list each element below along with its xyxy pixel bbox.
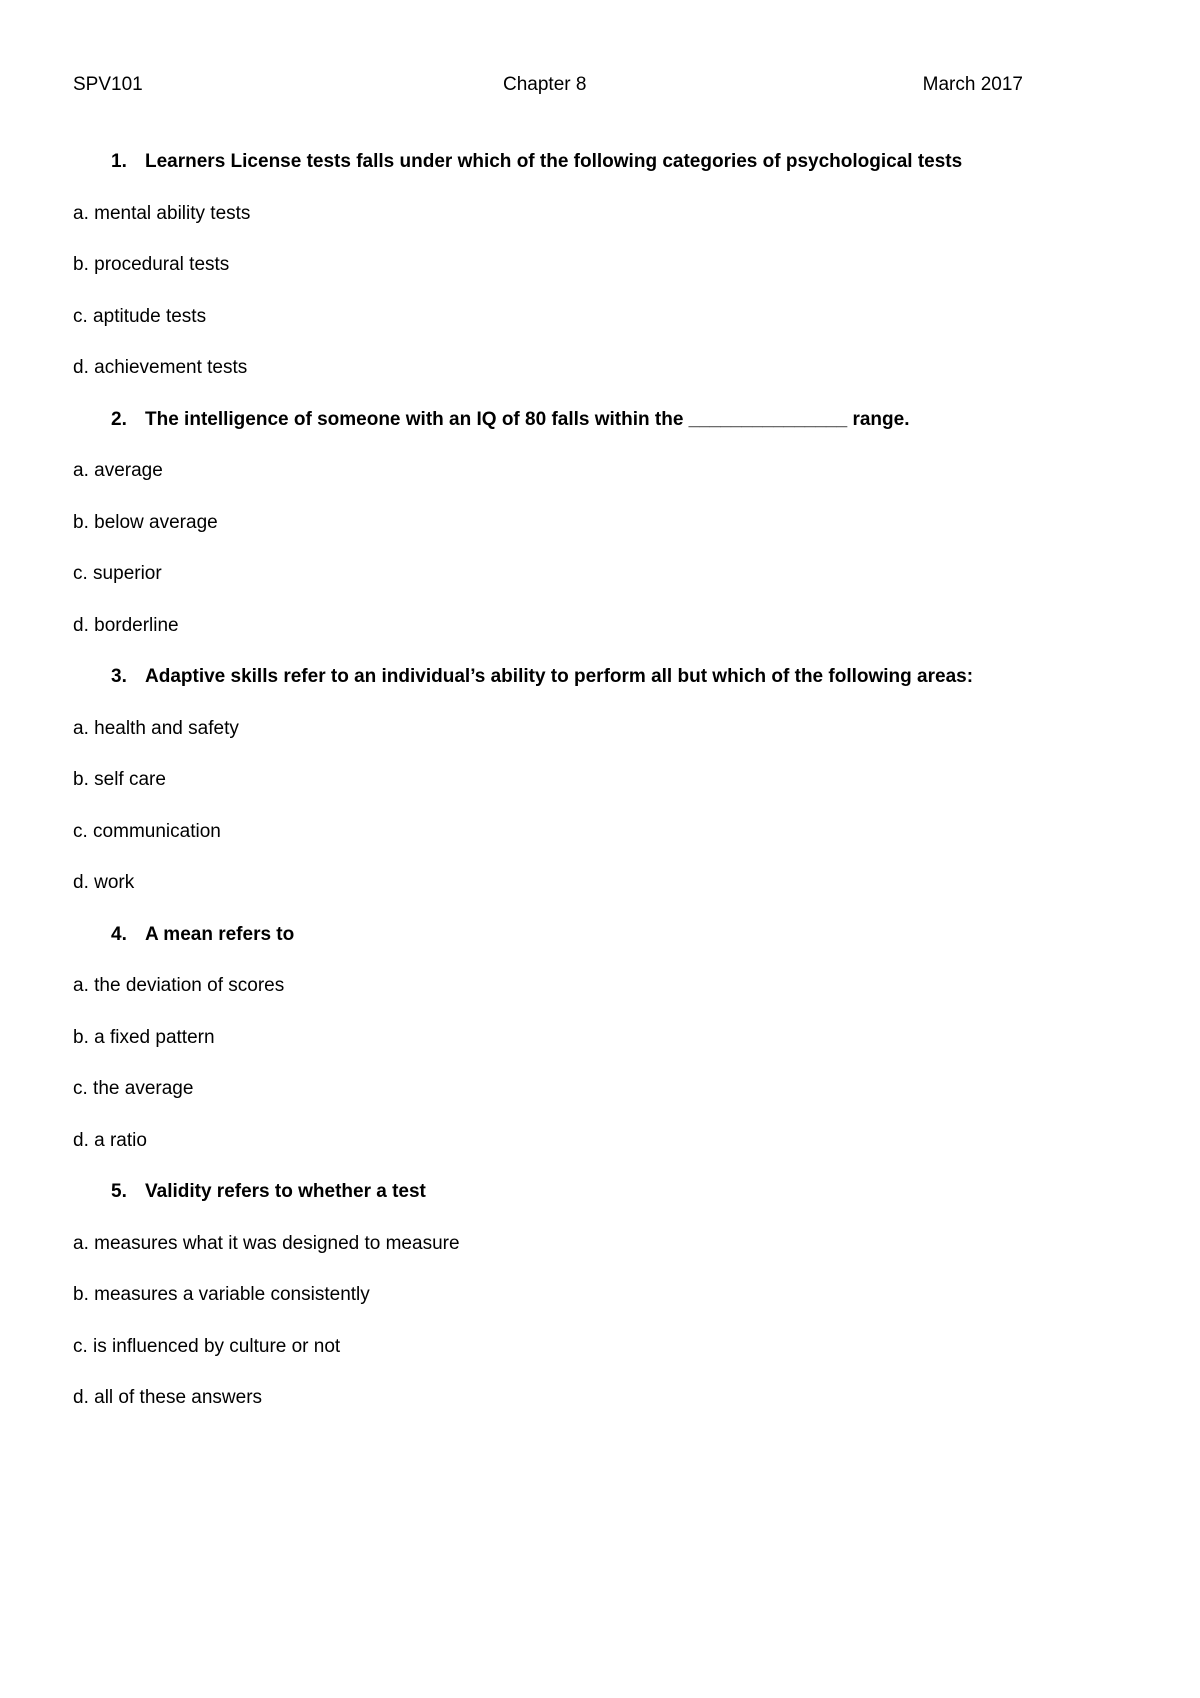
question-text: A mean refers to: [145, 923, 295, 945]
question-text: Validity refers to whether a test: [145, 1181, 426, 1202]
answer-option: a. health and safety: [73, 717, 239, 739]
answer-option: d. all of these answers: [73, 1387, 263, 1408]
answer-option: b. procedural tests: [73, 254, 230, 275]
question-1: [73, 151, 1133, 203]
answer-option: b. measures a variable consistently: [73, 1284, 370, 1305]
answer-option: d. borderline: [73, 614, 179, 636]
question-2: [73, 409, 1133, 461]
course-code: SPV101: [73, 74, 143, 95]
question-3: [73, 666, 1133, 718]
question-number: 4.: [111, 923, 127, 945]
answer-option: a. the deviation of scores: [73, 975, 285, 996]
answer-option: c. the average: [73, 1078, 194, 1099]
question-number: 3.: [111, 666, 127, 687]
question-text: Learners License tests falls under which of the following categories of psychological tests: [145, 151, 963, 172]
question-number: 5.: [111, 1181, 127, 1202]
answer-option: b. below average: [73, 511, 218, 533]
question-text: The intelligence of someone with an IQ of 80 falls within the _______________ range.: [145, 408, 910, 430]
quiz-content: [73, 151, 1133, 1439]
answer-option: b. a fixed pattern: [73, 1026, 215, 1048]
answer-option: c. communication: [73, 820, 221, 842]
answer-option: c. aptitude tests: [73, 305, 207, 327]
page-header: [73, 74, 1023, 100]
answer-option: d. a ratio: [73, 1129, 147, 1151]
question-5: [73, 1181, 1133, 1233]
answer-option: a. average: [73, 460, 163, 481]
answer-option: d. work: [73, 872, 135, 893]
question-number: 2.: [111, 408, 127, 430]
answer-option: c. is influenced by culture or not: [73, 1335, 341, 1357]
answer-option: c. superior: [73, 563, 162, 584]
header-date: March 2017: [922, 74, 1023, 95]
question-number: 1.: [111, 151, 127, 172]
answer-option: b. self care: [73, 769, 166, 790]
answer-option: d. achievement tests: [73, 357, 248, 378]
answer-option: a. mental ability tests: [73, 202, 251, 224]
answer-option: a. measures what it was designed to measure: [73, 1232, 460, 1254]
question-text: Adaptive skills refer to an individual’s ability to perform all but which of the following areas:: [145, 666, 974, 687]
chapter-label: Chapter 8: [503, 74, 587, 95]
question-4: [73, 924, 1133, 976]
